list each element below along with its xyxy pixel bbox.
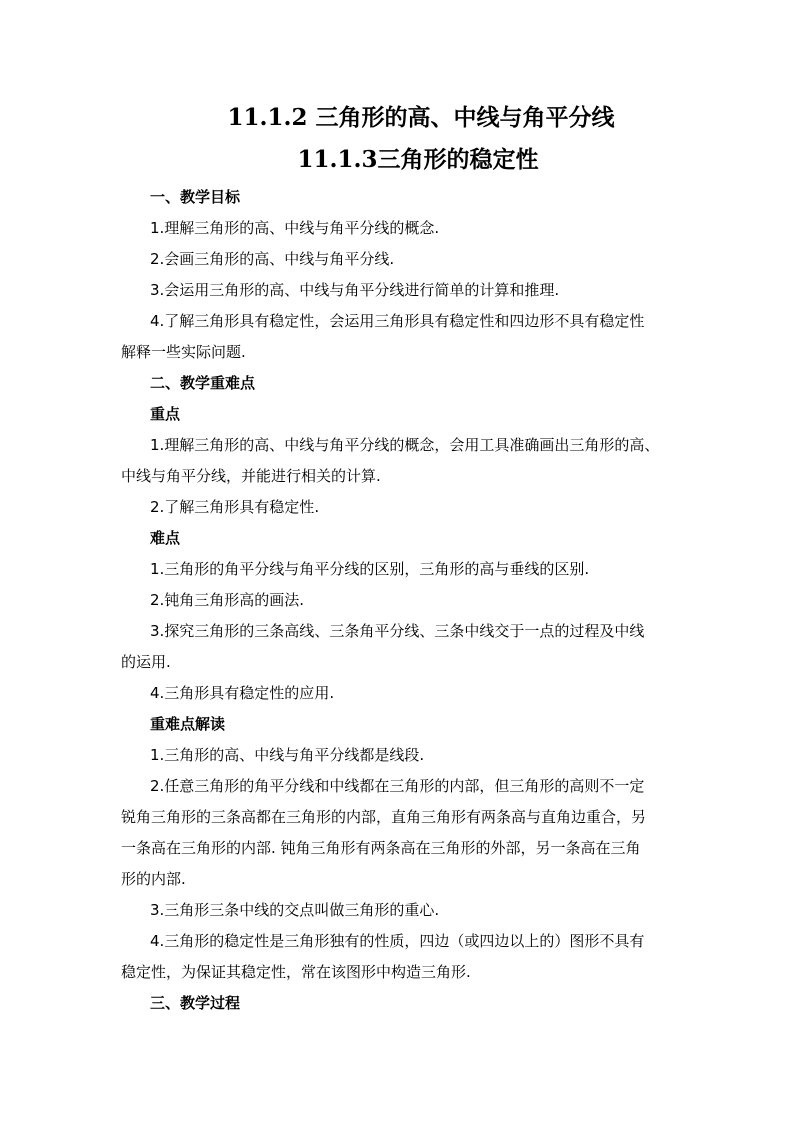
interpretation-item-continuation: 一条高在三角形的内部. 钝角三角形有两条高在三角形的外部，另一条高在三角 (121, 839, 641, 857)
interpretation-item-continuation: 形的内部. (121, 870, 186, 888)
objective-item: 2.会画三角形的高、中线与角平分线. (150, 250, 395, 268)
interpretation-item: 3.三角形三条中线的交点叫做三角形的重心. (150, 901, 440, 919)
objective-item: 1.理解三角形的高、中线与角平分线的概念. (150, 219, 440, 237)
objective-item: 4.了解三角形具有稳定性，会运用三角形具有稳定性和四边形不具有稳定性 (150, 312, 645, 330)
difficult-point-item: 4.三角形具有稳定性的应用. (150, 684, 335, 702)
section-heading-objectives: 一、教学目标 (150, 188, 241, 206)
interpretation-item: 1.三角形的高、中线与角平分线都是线段. (150, 746, 425, 764)
difficult-point-item-continuation: 的运用. (121, 653, 171, 671)
interpretation-item-continuation: 锐角三角形的三条高都在三角形的内部，直角三角形有两条高与直角边重合，另 (121, 808, 647, 826)
interpretation-item: 4.三角形的稳定性是三角形独有的性质，四边（或四边以上的）图形不具有 (150, 932, 645, 950)
key-point-item: 1.理解三角形的高、中线与角平分线的概念，会用工具准确画出三角形的高、 (150, 436, 660, 454)
section-heading-process: 三、教学过程 (150, 994, 241, 1012)
subheading-key-points: 重点 (150, 405, 181, 423)
interpretation-item-continuation: 稳定性，为保证其稳定性，常在该图形中构造三角形. (121, 963, 471, 981)
difficult-point-item: 1.三角形的角平分线与角平分线的区别，三角形的高与垂线的区别. (150, 560, 590, 578)
subheading-interpretation: 重难点解读 (150, 715, 226, 733)
objective-item-continuation: 解释一些实际问题. (121, 343, 246, 361)
key-point-item: 2.了解三角形具有稳定性. (150, 498, 320, 516)
difficult-point-item: 3.探究三角形的三条高线、三条角平分线、三条中线交于一点的过程及中线 (150, 622, 645, 640)
page-title: 11.1.2 三角形的高、中线与角平分线 (227, 104, 615, 131)
difficult-point-item: 2.钝角三角形高的画法. (150, 591, 305, 609)
objective-item: 3.会运用三角形的高、中线与角平分线进行简单的计算和推理. (150, 281, 560, 299)
subheading-difficult-points: 难点 (150, 529, 181, 547)
page-subtitle: 11.1.3三角形的稳定性 (297, 146, 539, 173)
section-heading-key-difficult: 二、教学重难点 (150, 374, 256, 392)
key-point-item-continuation: 中线与角平分线，并能进行相关的计算. (121, 467, 381, 485)
interpretation-item: 2.任意三角形的角平分线和中线都在三角形的内部，但三角形的高则不一定 (150, 777, 645, 795)
